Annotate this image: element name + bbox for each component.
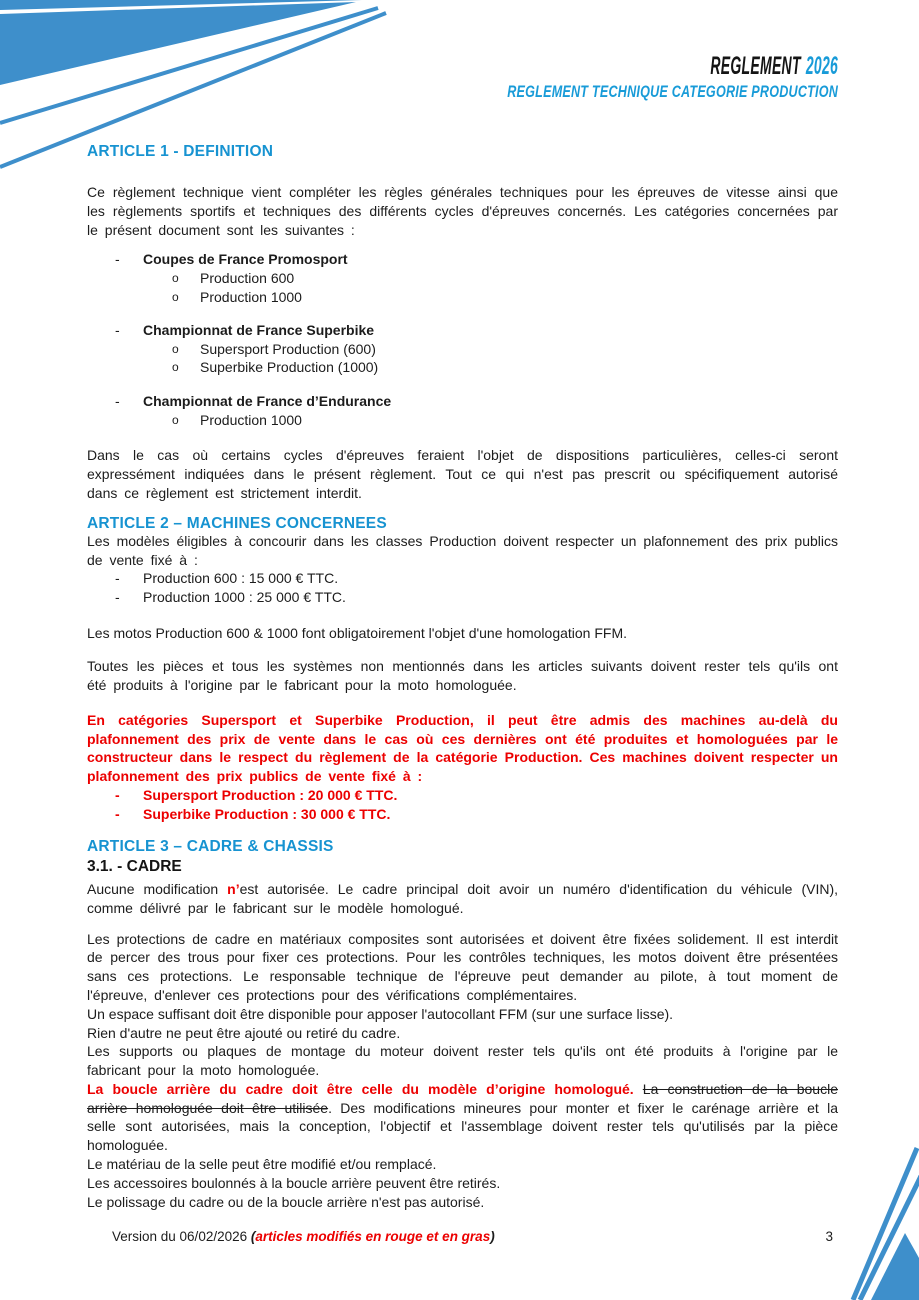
price-item: Production 600 : 15 000 € TTC.	[143, 570, 339, 587]
document-body	[87, 143, 838, 1211]
article2-heading: ARTICLE 2 – MACHINES CONCERNEES	[87, 514, 387, 532]
list-item	[87, 588, 838, 607]
bottom-right-stripes-decoration	[827, 1140, 919, 1300]
article1-closing-paragraph: Dans le cas où certains cycles d'épreuves feraient l'objet de dispositions particulières, celles-ci seront expressément indiquées dans le présent règlement. Tout ce qui n'est pas prescrit ou spécifiquement autorisé dans ce règlement est strictement interdit.	[87, 447, 838, 501]
circle-marker: o	[172, 412, 179, 427]
group-item: Production 600	[200, 270, 295, 287]
group-label: Championnat de France Superbike	[143, 321, 375, 338]
exception-price-item: Superbike Production : 30 000 € TTC.	[143, 805, 391, 822]
cadre-paragraph-7: Le matériau de la selle peut être modifié et/ou remplacé.	[87, 1156, 437, 1173]
dash-marker: -	[115, 570, 120, 587]
cadre-paragraph-6	[87, 1080, 838, 1155]
circle-marker: o	[172, 289, 179, 304]
list-item	[87, 569, 838, 588]
text-segment: . Des modifications mineures pour monter et fixer le carénage arrière et la selle sont autorisées, mais la conception, l'objectif et l'assemblage doivent rester tels qu'utilisés par la pièce homologuée.	[87, 1099, 838, 1154]
cadre-paragraph-5: Les supports ou plaques de montage du moteur doivent rester tels qu'ils ont été produits à l'origine par le fabricant pour la moto homologuée.	[87, 1043, 838, 1079]
cadre-paragraph-2: Les protections de cadre en matériaux composites sont autorisées et doivent être fixées solidement. Il est interdit de percer des trous pour fixer ces protections. Pour les contrôles techniques, les motos doivent être présentées sans ces protections. Le responsable technique de l'épreuve peut demander au pilote, à tout moment de l'épreuve, d'enlever ces protections pour des vérifications complémentaires.	[87, 930, 838, 1003]
category-group-endurance	[87, 392, 838, 430]
page-footer	[112, 1228, 833, 1246]
cadre-paragraph-1	[87, 880, 838, 918]
modified-text-segment: n’	[227, 880, 240, 897]
footer-version-line	[112, 1228, 495, 1246]
exception-price-item: Supersport Production : 20 000 € TTC.	[143, 786, 398, 803]
header-title-line	[588, 54, 838, 78]
cadre-paragraph-9: Le polissage du cadre ou de la boucle arrière n'est pas autorisé.	[87, 1193, 485, 1210]
category-group-promosport	[87, 250, 838, 306]
group-item: Superbike Production (1000)	[200, 359, 379, 376]
header-subtitle: REGLEMENT TECHNIQUE CATEGORIE PRODUCTION	[507, 82, 838, 101]
article1-intro-paragraph: Ce règlement technique vient compléter les règles générales techniques pour les épreuves de vitesse ainsi que les règlements sportifs et techniques des différents cycles d'épreuves concernés. Les catégories concernées par le présent document sont les suivantes :	[87, 184, 838, 238]
dash-marker: -	[115, 251, 120, 268]
dash-marker: -	[115, 805, 120, 822]
cadre-paragraph-8: Les accessoires boulonnés à la boucle arrière peuvent être retirés.	[87, 1174, 501, 1191]
homologation-note: Les motos Production 600 & 1000 font obligatoirement l'objet d'une homologation FFM.	[87, 625, 628, 642]
struck-text-segment: La construction de la boucle arrière homologuée doit être utilisée	[87, 1080, 838, 1116]
group-label: Coupes de France Promosport	[143, 251, 348, 268]
article2-intro-paragraph: Les modèles éligibles à concourir dans les classes Production doivent respecter un plafonnement des prix publics de vente fixé à :	[87, 532, 838, 568]
list-item	[87, 392, 838, 411]
cadre-paragraph-3: Un espace suffisant doit être disponible pour apposer l'autocollant FFM (sur une surface lisse).	[87, 1005, 674, 1022]
list-item	[87, 288, 838, 307]
list-item	[87, 411, 838, 430]
article3-heading: ARTICLE 3 – CADRE & CHASSIS	[87, 837, 334, 855]
circle-marker: o	[172, 271, 179, 286]
text-segment: est autorisée. Le cadre principal doit avoir un numéro d'identification du véhicule (VIN), comme délivré par le fabricant sur le modèle homologué.	[87, 880, 838, 916]
document-header	[391, 54, 838, 101]
footer-modified-note: articles modifiés en rouge et en gras	[255, 1229, 491, 1244]
article1-heading: ARTICLE 1 - DEFINITION	[87, 143, 274, 160]
header-year: 2026	[805, 52, 838, 80]
circle-marker: o	[172, 341, 179, 356]
list-item	[87, 786, 838, 805]
group-item: Supersport Production (600)	[200, 340, 376, 357]
footer-version-text: Version du 06/02/2026	[112, 1229, 251, 1244]
footer-paren-open: (	[250, 1229, 256, 1244]
list-item	[87, 269, 838, 288]
header-title: REGLEMENT	[710, 52, 801, 80]
category-group-superbike	[87, 321, 838, 377]
cadre-paragraph-4: Rien d'autre ne peut être ajouté ou retiré du cadre.	[87, 1024, 401, 1041]
list-item	[87, 358, 838, 377]
group-label: Championnat de France d’Endurance	[143, 392, 392, 409]
modified-text-segment: La boucle arrière du cadre doit être celle du modèle d’origine homologué.	[87, 1080, 643, 1097]
list-item	[87, 340, 838, 359]
footer-paren-close: )	[490, 1229, 495, 1244]
dash-marker: -	[115, 392, 120, 409]
exception-note-paragraph: En catégories Supersport et Superbike Production, il peut être admis des machines au-delà du plafonnement des prix de vente dans le cas où ces dernières ont été produites et homologuées par le constructeur dans le respect du règlement de la catégorie Production. Ces machines doivent respecter un plafonnement des prix publics de vente fixé à :	[87, 711, 838, 785]
dash-marker: -	[115, 589, 120, 606]
group-item: Production 1000	[200, 411, 302, 428]
section-3-1-heading: 3.1. - CADRE	[87, 857, 182, 875]
dash-marker: -	[115, 321, 120, 338]
dash-marker: -	[115, 786, 120, 803]
price-item: Production 1000 : 25 000 € TTC.	[143, 589, 346, 606]
list-item	[87, 321, 838, 340]
parts-note-paragraph: Toutes les pièces et tous les systèmes non mentionnés dans les articles suivants doivent rester tels qu'ils ont été produits à l'origine par le fabricant pour la moto homologuée.	[87, 658, 838, 693]
group-item: Production 1000	[200, 288, 302, 305]
exception-price-list	[87, 786, 838, 824]
list-item	[87, 805, 838, 824]
circle-marker: o	[172, 360, 179, 375]
text-segment: Aucune modification	[87, 880, 228, 897]
price-list	[87, 569, 838, 607]
list-item	[87, 250, 838, 269]
page-number: 3	[825, 1229, 833, 1244]
